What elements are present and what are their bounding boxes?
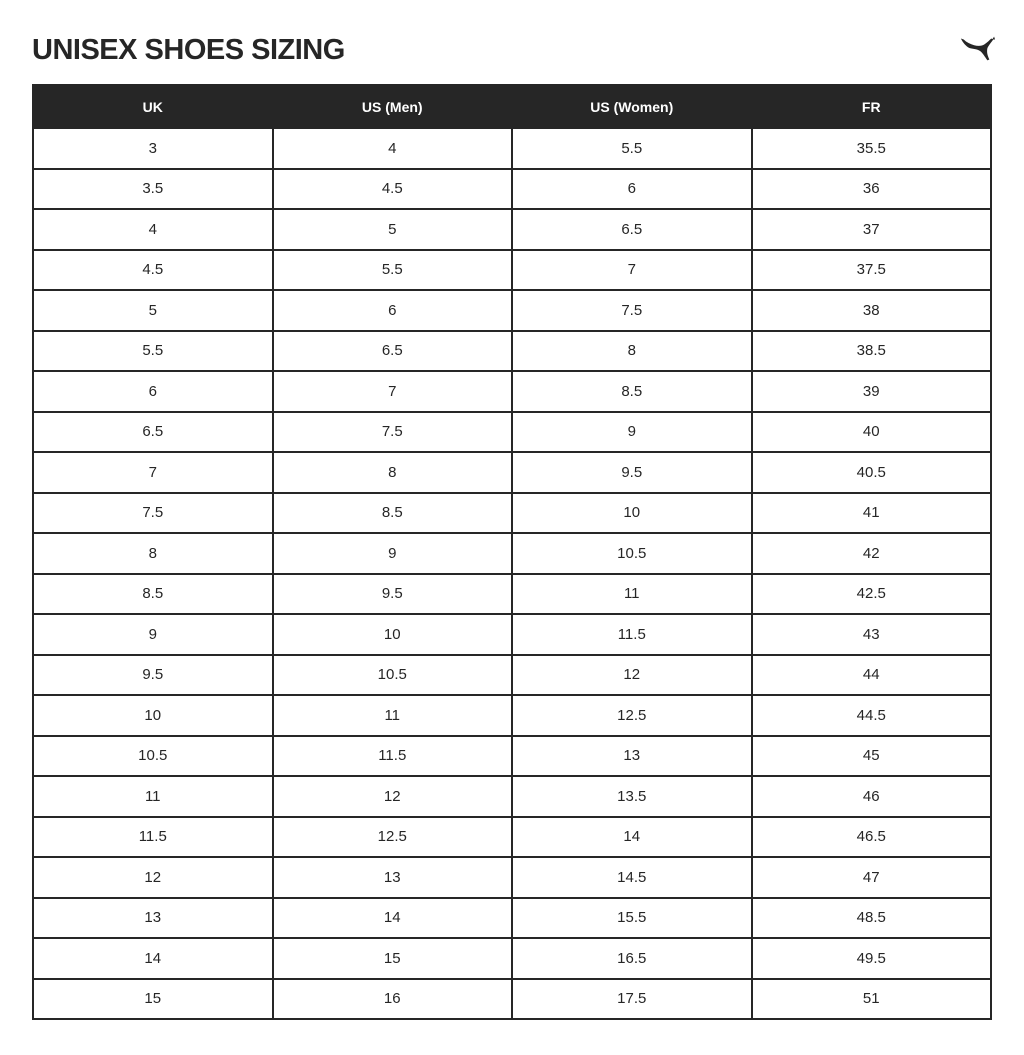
table-cell: 9.5 (512, 452, 752, 493)
table-cell: 10 (273, 614, 513, 655)
table-cell: 37 (752, 209, 992, 250)
table-cell: 51 (752, 979, 992, 1020)
table-cell: 12.5 (273, 817, 513, 858)
table-cell: 9 (33, 614, 273, 655)
table-row (33, 655, 991, 696)
table-cell: 13 (33, 898, 273, 939)
table-cell: 16.5 (512, 938, 752, 979)
table-cell: 46.5 (752, 817, 992, 858)
table-cell: 5.5 (512, 128, 752, 169)
table-cell: 36 (752, 169, 992, 210)
table-cell: 10 (33, 695, 273, 736)
table-cell: 8 (273, 452, 513, 493)
puma-cat-logo-icon (958, 34, 996, 64)
table-cell: 45 (752, 736, 992, 777)
page-title: UNISEX SHOES SIZING (32, 34, 345, 66)
table-cell: 7.5 (273, 412, 513, 453)
table-cell: 44 (752, 655, 992, 696)
table-cell: 10.5 (33, 736, 273, 777)
table-cell: 11 (33, 776, 273, 817)
table-cell: 12 (512, 655, 752, 696)
table-cell: 13 (273, 857, 513, 898)
table-cell: 7 (512, 250, 752, 291)
table-cell: 6.5 (273, 331, 513, 372)
table-row (33, 371, 991, 412)
table-row (33, 493, 991, 534)
table-cell: 6 (512, 169, 752, 210)
table-row (33, 169, 991, 210)
table-cell: 9.5 (273, 574, 513, 615)
table-cell: 6 (33, 371, 273, 412)
table-cell: 14.5 (512, 857, 752, 898)
table-cell: 17.5 (512, 979, 752, 1020)
column-header: US (Men) (273, 85, 513, 128)
table-cell: 42.5 (752, 574, 992, 615)
table-row (33, 574, 991, 615)
table-cell: 6 (273, 290, 513, 331)
table-cell: 41 (752, 493, 992, 534)
table-row (33, 128, 991, 169)
table-cell: 7 (273, 371, 513, 412)
table-cell: 4.5 (33, 250, 273, 291)
table-cell: 39 (752, 371, 992, 412)
table-cell: 15 (33, 979, 273, 1020)
table-row (33, 290, 991, 331)
table-cell: 14 (512, 817, 752, 858)
table-row (33, 614, 991, 655)
table-cell: 47 (752, 857, 992, 898)
table-cell: 4 (33, 209, 273, 250)
table-cell: 10.5 (273, 655, 513, 696)
table-cell: 8 (512, 331, 752, 372)
table-cell: 16 (273, 979, 513, 1020)
table-cell: 9 (512, 412, 752, 453)
table-cell: 9.5 (33, 655, 273, 696)
table-cell: 14 (273, 898, 513, 939)
table-cell: 8.5 (273, 493, 513, 534)
table-cell: 43 (752, 614, 992, 655)
column-header: FR (752, 85, 992, 128)
table-cell: 42 (752, 533, 992, 574)
table-cell: 12 (33, 857, 273, 898)
table-row (33, 857, 991, 898)
table-body (33, 128, 991, 1019)
table-row (33, 817, 991, 858)
table-row (33, 209, 991, 250)
table-header-row (33, 85, 991, 128)
table-row (33, 776, 991, 817)
table-cell: 7 (33, 452, 273, 493)
table-cell: 5.5 (273, 250, 513, 291)
table-cell: 8.5 (512, 371, 752, 412)
table-cell: 8.5 (33, 574, 273, 615)
table-cell: 44.5 (752, 695, 992, 736)
table-row (33, 533, 991, 574)
table-cell: 15.5 (512, 898, 752, 939)
table-cell: 11.5 (512, 614, 752, 655)
table-cell: 7.5 (33, 493, 273, 534)
table-cell: 12 (273, 776, 513, 817)
table-row (33, 736, 991, 777)
table-cell: 5 (33, 290, 273, 331)
table-cell: 4 (273, 128, 513, 169)
table-cell: 9 (273, 533, 513, 574)
table-cell: 5 (273, 209, 513, 250)
table-row (33, 452, 991, 493)
table-cell: 40.5 (752, 452, 992, 493)
table-cell: 49.5 (752, 938, 992, 979)
table-row (33, 412, 991, 453)
table-row (33, 331, 991, 372)
table-cell: 35.5 (752, 128, 992, 169)
table-row (33, 938, 991, 979)
table-row (33, 898, 991, 939)
table-cell: 5.5 (33, 331, 273, 372)
size-table (32, 84, 992, 1020)
table-cell: 11.5 (273, 736, 513, 777)
table-row (33, 250, 991, 291)
table-cell: 8 (33, 533, 273, 574)
table-cell: 37.5 (752, 250, 992, 291)
table-cell: 38 (752, 290, 992, 331)
table-cell: 3.5 (33, 169, 273, 210)
table-row (33, 695, 991, 736)
table-cell: 11.5 (33, 817, 273, 858)
table-cell: 6.5 (33, 412, 273, 453)
table-cell: 6.5 (512, 209, 752, 250)
table-cell: 3 (33, 128, 273, 169)
table-cell: 46 (752, 776, 992, 817)
table-row (33, 979, 991, 1020)
column-header: US (Women) (512, 85, 752, 128)
table-cell: 40 (752, 412, 992, 453)
table-cell: 15 (273, 938, 513, 979)
table-cell: 10.5 (512, 533, 752, 574)
table-cell: 7.5 (512, 290, 752, 331)
column-header: UK (33, 85, 273, 128)
table-cell: 11 (512, 574, 752, 615)
table-cell: 48.5 (752, 898, 992, 939)
table-cell: 12.5 (512, 695, 752, 736)
table-cell: 11 (273, 695, 513, 736)
table-cell: 4.5 (273, 169, 513, 210)
table-cell: 13 (512, 736, 752, 777)
table-cell: 38.5 (752, 331, 992, 372)
table-cell: 13.5 (512, 776, 752, 817)
table-cell: 14 (33, 938, 273, 979)
table-cell: 10 (512, 493, 752, 534)
